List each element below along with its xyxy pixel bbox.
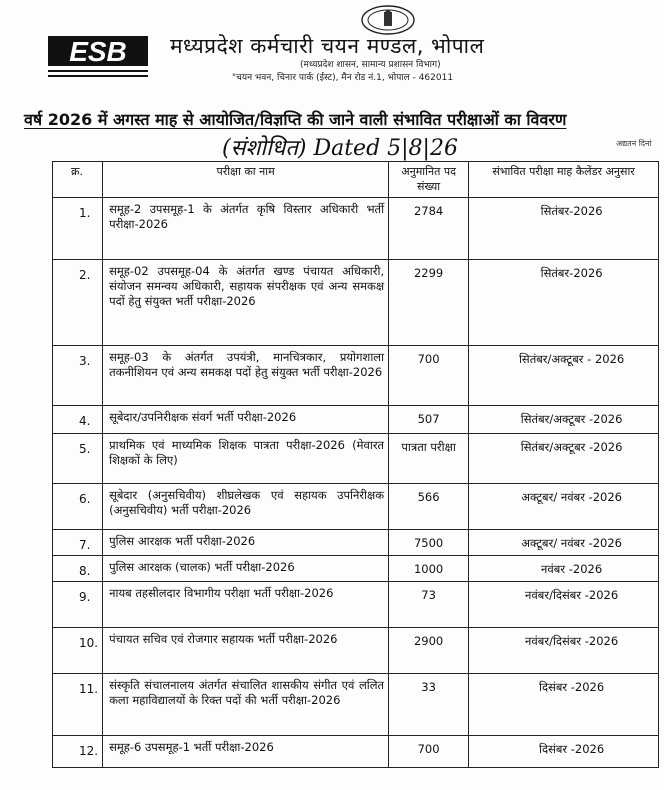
row-exam-name: प्राथमिक एवं माध्यमिक शिक्षक पात्रता परीक्षा-2026 (मेवारत शिक्षकों के लिए): [103, 434, 389, 484]
document-title: वर्ष 2026 में अगस्त माह से आयोजित/विज्ञप्ति की जाने वाली संभावित परीक्षाओं का विवरण: [24, 110, 567, 129]
row-post-count: 2900: [389, 628, 469, 674]
table-row: [53, 406, 659, 434]
table-row: [53, 434, 659, 484]
table-row: [53, 198, 659, 260]
table-row: [53, 628, 659, 674]
table-row: [53, 736, 659, 768]
row-serial-no: 1.: [53, 198, 103, 260]
exam-schedule-table: [52, 161, 659, 768]
row-exam-month: सितंबर-2026: [469, 198, 659, 260]
row-exam-month: नवंबर -2026: [469, 556, 659, 582]
row-post-count: 507: [389, 406, 469, 434]
row-serial-no: 2.: [53, 260, 103, 346]
table-row: [53, 530, 659, 556]
row-exam-name: पुलिस आरक्षक (चालक) भर्ती परीक्षा-2026: [103, 556, 389, 582]
row-post-count: 73: [389, 582, 469, 628]
table-row: [53, 260, 659, 346]
header-post-count: अनुमानित पद संख्या: [389, 162, 469, 198]
row-exam-name: समूह-6 उपसमूह-1 भर्ती परीक्षा-2026: [103, 736, 389, 768]
organization-department: (मध्यप्रदेश शासन, सामान्य प्रशासन विभाग): [300, 60, 441, 70]
row-exam-month: दिसंबर -2026: [469, 736, 659, 768]
row-exam-month: अक्टूबर/ नवंबर -2026: [469, 484, 659, 530]
row-exam-name: सूबेदार (अनुसचिवीय) शीघ्रलेखक एवं सहायक उपनिरीक्षक (अनुसचिवीय) भर्ती परीक्षा-2026: [103, 484, 389, 530]
row-post-count: 2784: [389, 198, 469, 260]
row-exam-month: सितंबर-2026: [469, 260, 659, 346]
row-exam-month: दिसंबर -2026: [469, 674, 659, 736]
row-post-count: 2299: [389, 260, 469, 346]
row-serial-no: 11.: [53, 674, 103, 736]
row-exam-month: सितंबर/अक्टूबर -2026: [469, 434, 659, 484]
row-exam-month: सितंबर/अक्टूबर -2026: [469, 406, 659, 434]
row-exam-name: संस्कृति संचालनालय अंतर्गत संचालित शासकीय संगीत एवं ललित कला महाविद्यालयों के रिक्त पदों की भर्ती परीक्षा-2026: [103, 674, 389, 736]
row-exam-name: पुलिस आरक्षक भर्ती परीक्षा-2026: [103, 530, 389, 556]
letterhead: [0, 0, 664, 100]
esb-logo: [48, 30, 148, 80]
logo-text: ESB: [69, 36, 127, 67]
table-row: [53, 556, 659, 582]
row-serial-no: 4.: [53, 406, 103, 434]
revised-handwritten-note: (संशोधित) Dated 5|8|26: [222, 136, 458, 161]
table-header-row: [53, 162, 659, 198]
table-row: [53, 346, 659, 406]
organization-name: मध्यप्रदेश कर्मचारी चयन मण्डल, भोपाल: [170, 34, 485, 58]
table-row: [53, 674, 659, 736]
updated-date-note: अद्यतन दिनां: [616, 139, 652, 148]
row-post-count: 1000: [389, 556, 469, 582]
row-exam-name: समूह-02 उपसमूह-04 के अंतर्गत खण्ड पंचायत अधिकारी, संयोजन समन्वय अधिकारी, सहायक संपरीक्षक एवं अन्य समकक्ष पदों हेतु संयुक्त भर्ती परीक्षा-2026: [103, 260, 389, 346]
table-row: [53, 582, 659, 628]
header-exam-name: परीक्षा का नाम: [103, 162, 389, 198]
row-exam-month: अक्टूबर/ नवंबर -2026: [469, 530, 659, 556]
row-exam-month: नवंबर/दिसंबर -2026: [469, 628, 659, 674]
row-exam-month: नवंबर/दिसंबर -2026: [469, 582, 659, 628]
row-serial-no: 9.: [53, 582, 103, 628]
row-serial-no: 7.: [53, 530, 103, 556]
row-post-count: 7500: [389, 530, 469, 556]
organization-address: "चयन भवन, चिनार पार्क (ईस्ट), मैन रोड नं.1, भोपाल - 462011: [232, 73, 454, 83]
row-exam-name: सूबेदार/उपनिरीक्षक संवर्ग भर्ती परीक्षा-2026: [103, 406, 389, 434]
row-exam-name: पंचायत सचिव एवं रोजगार सहायक भर्ती परीक्षा-2026: [103, 628, 389, 674]
row-serial-no: 6.: [53, 484, 103, 530]
row-post-count: 700: [389, 346, 469, 406]
row-serial-no: 10.: [53, 628, 103, 674]
row-serial-no: 12.: [53, 736, 103, 768]
row-post-count: 566: [389, 484, 469, 530]
row-serial-no: 3.: [53, 346, 103, 406]
row-post-count: 33: [389, 674, 469, 736]
row-exam-month: सितंबर/अक्टूबर - 2026: [469, 346, 659, 406]
row-post-count: 700: [389, 736, 469, 768]
row-exam-name: समूह-2 उपसमूह-1 के अंतर्गत कृषि विस्तार अधिकारी भर्ती परीक्षा-2026: [103, 198, 389, 260]
row-exam-name: नायब तहसीलदार विभागीय परीक्षा भर्ती परीक्षा-2026: [103, 582, 389, 628]
header-serial-no: क्र.: [53, 162, 103, 198]
row-serial-no: 8.: [53, 556, 103, 582]
header-exam-month: संभावित परीक्षा माह कैलेंडर अनुसार: [469, 162, 659, 198]
row-serial-no: 5.: [53, 434, 103, 484]
table-row: [53, 484, 659, 530]
row-exam-name: समूह-03 के अंतर्गत उपयंत्री, मानचित्रकार, प्रयोगशाला तकनीशियन एवं अन्य समकक्ष पदों हेतु संयुक्त भर्ती परीक्षा-2026: [103, 346, 389, 406]
row-post-count: पात्रता परीक्षा: [389, 434, 469, 484]
